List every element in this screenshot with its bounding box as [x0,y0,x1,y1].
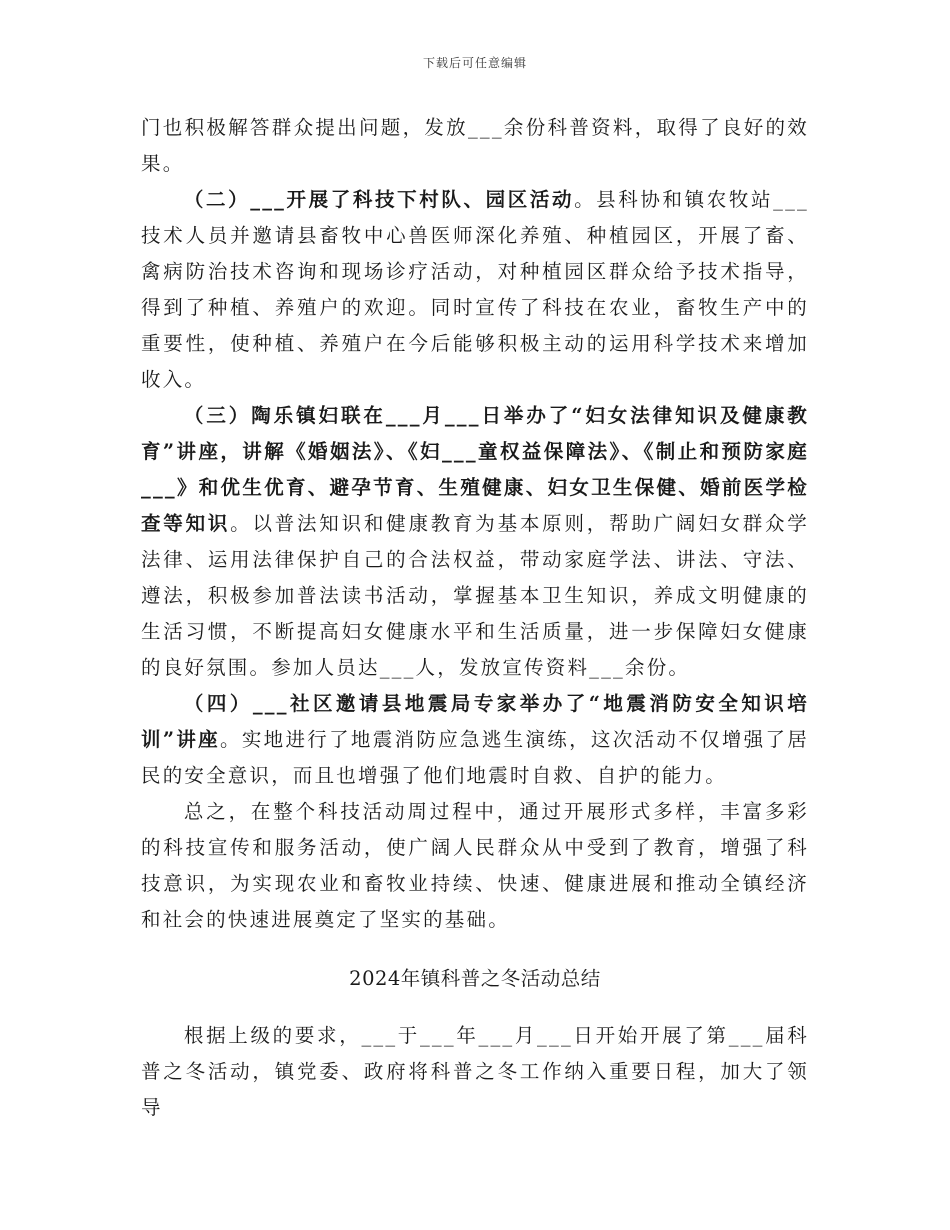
paragraph-2 [141,182,809,398]
section-title: 2024年镇科普之冬活动总结 [349,967,601,990]
paragraph-5: 总之，在整个科技活动周过程中，通过开展形式多样，丰富多彩的科技宣传和服务活动，使广阔人民群众从中受到了教育，增强了科技意识，为实现农业和畜牧业持续、快速、健康进展和推动全镇经济和社会的快速进展奠定了坚实的基础。 [141,800,809,931]
paragraph-4-body: 。实地进行了地震消防应急逃生演练，这次活动不仅增强了居民的安全意识，而且也增强了他们地震时自救、自护的能力。 [141,728,809,787]
paragraph-6: 根据上级的要求，___于___年___月___日开始开展了第___届科普之冬活动，镇党委、政府将科普之冬工作纳入重要日程，加大了领导 [141,1024,809,1119]
paragraph-4-heading: （四）___社区邀请县地震局专家举办了“地震消防安全知识培训”讲座 [141,692,809,751]
paragraph-3-heading: （三）陶乐镇妇联在___月___日举办了“妇女法律知识及健康教育”讲座，讲解《婚姻法》、《妇___童权益保障法》、《制止和预防家庭___》和优生优育、避孕节育、生殖健康、妇女卫生保健、婚前医学检查等知识 [141,404,809,535]
paragraph-1: 门也积极解答群众提出问题，发放___余份科普资料，取得了良好的效果。 [141,116,809,175]
paragraph-2-body: 。县科协和镇农牧站___技术人员并邀请县畜牧中心兽医师深化养殖、种植园区，开展了畜、禽病防治技术咨询和现场诊疗活动，对种植园区群众给予技术指导，得到了种植、养殖户的欢迎。同时宣传了科技在农业，畜牧生产中的重要性，使种植、养殖户在今后能够积极主动的运用科学技术来增加收入。 [141,188,809,391]
paragraph-2-heading: （二）___开展了科技下村队、园区活动 [183,188,575,211]
page-header: 下载后可任意编辑 [422,56,527,70]
paragraph-3 [141,398,809,686]
document-body [141,110,809,1126]
paragraph-4 [141,686,809,794]
paragraph-3-body: 。以普法知识和健康教育为基本原则，帮助广阔妇女群众学法律、运用法律保护自己的合法权益，带动家庭学法、讲法、守法、遵法，积极参加普法读书活动，掌握基本卫生知识，养成文明健康的生活习惯，不断提高妇女健康水平和生活质量，进一步保障妇女健康的良好氛围。参加人员达___人，发放宣传资料___余份。 [141,512,809,679]
